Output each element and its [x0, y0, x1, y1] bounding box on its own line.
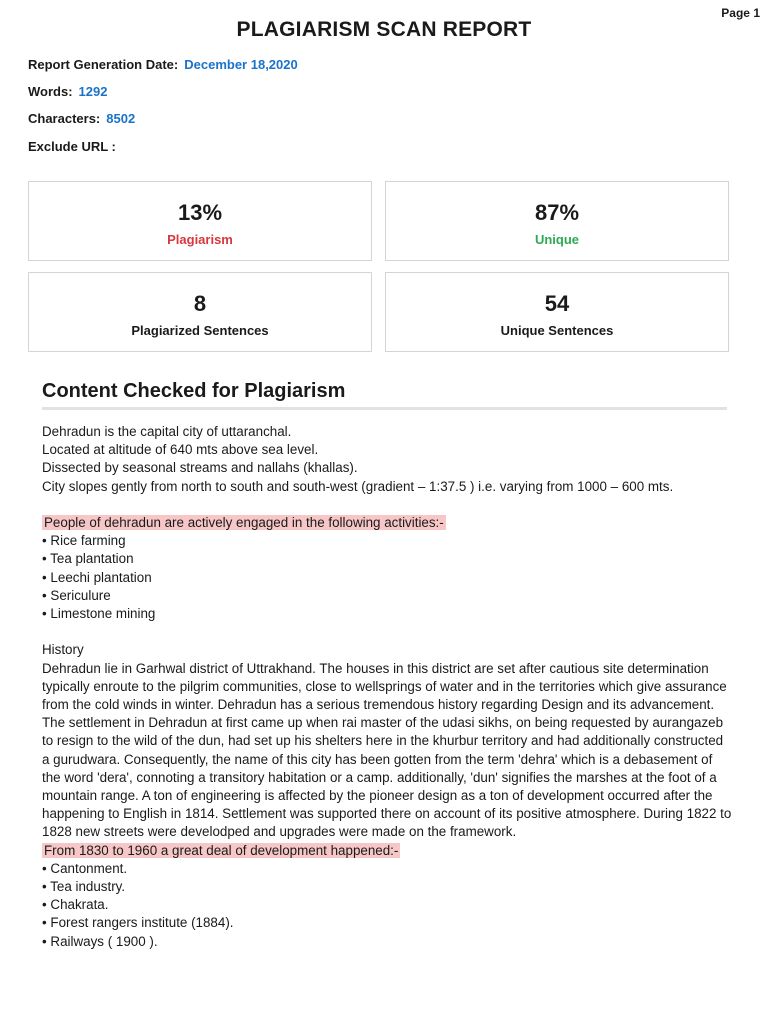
list-item: • Rice farming [42, 532, 732, 550]
exclude-url-row [28, 139, 116, 154]
exclude-url-label: Exclude URL : [28, 139, 116, 154]
list-item: • Leechi plantation [42, 569, 732, 587]
page-number: Page 1 [721, 6, 760, 20]
plagiarized-sentences-label: Plagiarized Sentences [131, 323, 269, 338]
development-list [42, 860, 732, 951]
plagiarized-sentences-card [28, 272, 372, 352]
intro-line: Dissected by seasonal streams and nallahs (khallas). [42, 460, 358, 476]
list-item: • Tea industry. [42, 878, 732, 896]
list-item: • Chakrata. [42, 896, 732, 914]
report-title: PLAGIARISM SCAN REPORT [236, 18, 532, 41]
words-row [28, 84, 107, 99]
section-divider [42, 407, 727, 410]
plagiarism-label: Plagiarism [167, 232, 233, 247]
characters-label: Characters: [28, 111, 101, 126]
intro-line: Dehradun is the capital city of uttaranchal. [42, 424, 292, 439]
checked-content [42, 423, 732, 951]
plagiarism-percent: 13% [177, 200, 223, 225]
report-date-label: Report Generation Date: [28, 57, 179, 72]
plagiarized-highlight: From 1830 to 1960 a great deal of development happened:- [44, 842, 399, 858]
characters-row [28, 111, 135, 126]
list-item: • Sericulure [42, 587, 732, 605]
report-date-value: December 18,2020 [184, 57, 298, 72]
words-label: Words: [28, 84, 73, 99]
unique-sentences-card [385, 272, 729, 352]
words-value: 1292 [78, 84, 108, 99]
report-date-row [28, 57, 298, 72]
intro-line: Located at altitude of 640 mts above sea level. [42, 442, 319, 458]
unique-card [385, 181, 729, 261]
plagiarized-sentences-count: 8 [193, 291, 207, 316]
characters-value: 8502 [106, 111, 136, 126]
unique-label: Unique [534, 232, 580, 247]
activities-list [42, 532, 732, 623]
list-item: • Railways ( 1900 ). [42, 933, 732, 951]
plagiarized-highlight: People of dehradun are actively engaged in the following activities:- [44, 515, 444, 530]
unique-sentences-count: 54 [544, 291, 570, 316]
plagiarism-card [28, 181, 372, 261]
list-item: • Tea plantation [42, 550, 732, 568]
intro-line: City slopes gently from north to south and south-west (gradient – 1:37.5 ) i.e. varying from 1000 – 600 mts. [42, 478, 674, 494]
unique-sentences-label: Unique Sentences [500, 323, 614, 338]
list-item: • Forest rangers institute (1884). [42, 914, 732, 932]
list-item: • Limestone mining [42, 605, 732, 623]
section-title: Content Checked for Plagiarism [42, 380, 346, 402]
unique-percent: 87% [534, 200, 580, 225]
list-item: • Cantonment. [42, 860, 732, 878]
history-paragraph: Dehradun lie in Garhwal district of Uttrakhand. The houses in this district are set after cautious site determination typically enroute to the pilgrim communities, close to wellsprings of water and in the territories which give assurance from the cold winds in winter. Dehradun has a serious tremendous history regarding Design and its advancement. The settlement in Dehradun at first came up when rai master of the udasi sikhs, on being requested by aurangazeb to resign to the wild of the dun, had set up his shelters here in the khurbur territory and had additionally constructed a gurudwara. Consequently, the name of this city has been gotten from the term 'dehra' which is a debasement of the word 'dera', connoting a transitory habitation or a camp. additionally, 'dun' signifies the marshes at the foot of a mountain range. A ton of engineering is affected by the pioneer design as a ton of development occurred after the happening to English in 1814. Settlement was supported there on account of its positive atmosphere. During 1822 to 1828 new streets were develodped and upgrades were made on the framework. [42, 660, 732, 840]
history-heading: History [42, 642, 84, 658]
